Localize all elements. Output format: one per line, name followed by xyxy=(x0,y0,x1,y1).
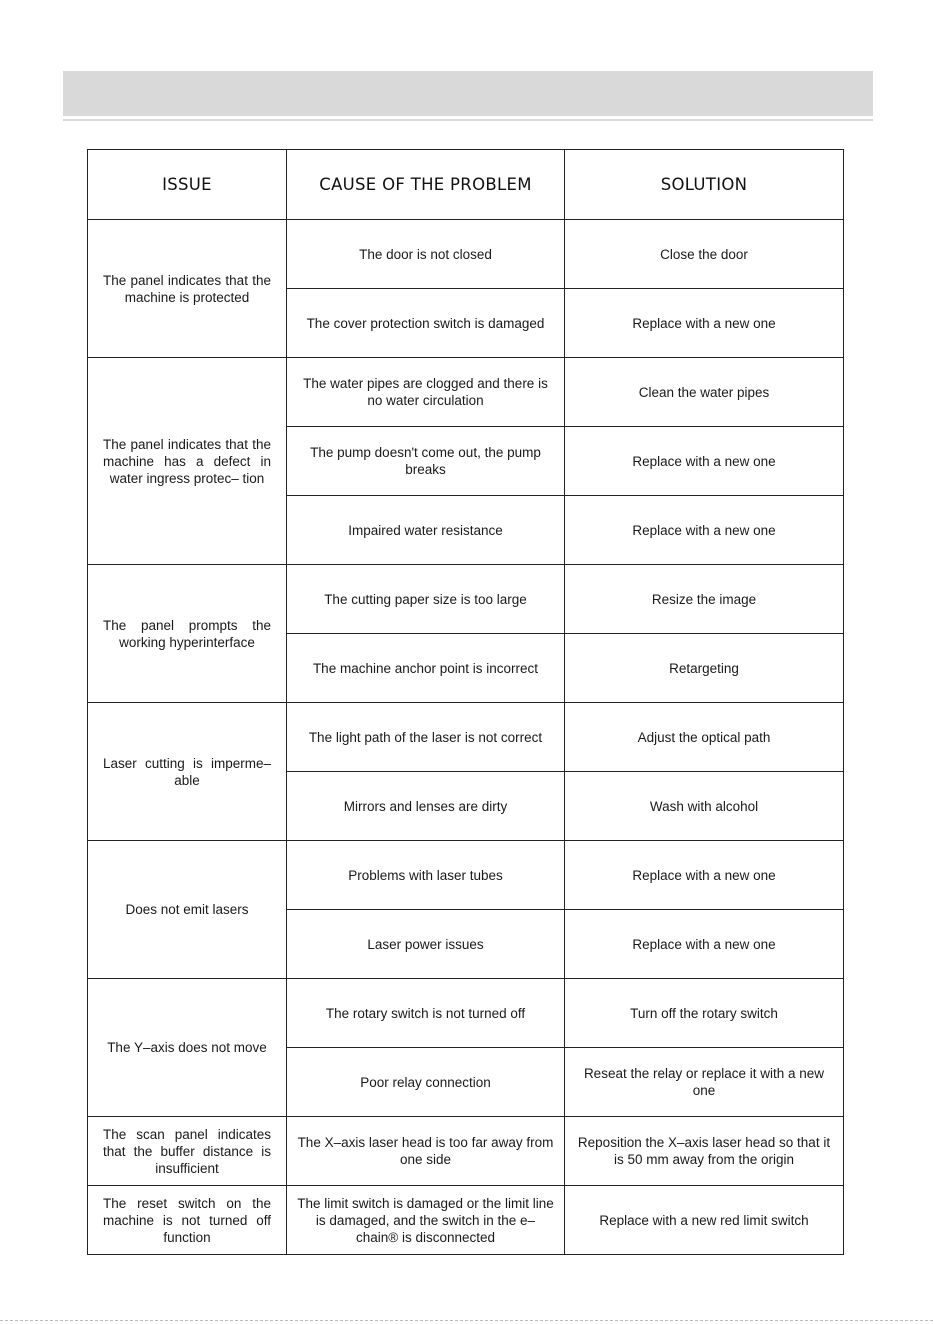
header-divider xyxy=(63,119,873,121)
issue-cell: Does not emit lasers xyxy=(88,841,287,979)
issue-cell: The panel indicates that the machine is protected xyxy=(88,220,287,358)
issue-cell: The Y–axis does not move xyxy=(88,979,287,1117)
solution-cell: Wash with alcohol xyxy=(565,772,844,841)
cause-cell: The machine anchor point is incorrect xyxy=(287,634,565,703)
table-row xyxy=(88,358,844,427)
solution-cell: Replace with a new red limit switch xyxy=(565,1186,844,1255)
cause-cell: The X–axis laser head is too far away from one side xyxy=(287,1117,565,1186)
cause-cell: The pump doesn't come out, the pump breaks xyxy=(287,427,565,496)
header-issue: ISSUE xyxy=(88,150,287,220)
solution-cell: Replace with a new one xyxy=(565,496,844,565)
issue-cell: The scan panel indicates that the buffer distance is insufficient xyxy=(88,1117,287,1186)
table-row xyxy=(88,841,844,910)
issue-cell: The panel indicates that the machine has a defect in water ingress protec– tion xyxy=(88,358,287,565)
cause-cell: Problems with laser tubes xyxy=(287,841,565,910)
cause-cell: Laser power issues xyxy=(287,910,565,979)
solution-cell: Close the door xyxy=(565,220,844,289)
solution-cell: Replace with a new one xyxy=(565,910,844,979)
solution-cell: Replace with a new one xyxy=(565,289,844,358)
cause-cell: The light path of the laser is not correct xyxy=(287,703,565,772)
header-solution: SOLUTION xyxy=(565,150,844,220)
issue-cell: The panel prompts the working hyperinterface xyxy=(88,565,287,703)
cause-cell: The door is not closed xyxy=(287,220,565,289)
solution-cell: Reposition the X–axis laser head so that it is 50 mm away from the origin xyxy=(565,1117,844,1186)
issue-cell: Laser cutting is imperme– able xyxy=(88,703,287,841)
table-row xyxy=(88,565,844,634)
cause-cell: Impaired water resistance xyxy=(287,496,565,565)
solution-cell: Clean the water pipes xyxy=(565,358,844,427)
table-row xyxy=(88,1186,844,1255)
solution-cell: Reseat the relay or replace it with a new one xyxy=(565,1048,844,1117)
troubleshooting-table xyxy=(87,149,844,1255)
solution-cell: Replace with a new one xyxy=(565,427,844,496)
cause-cell: The limit switch is damaged or the limit line is damaged, and the switch in the e–chain® is disconnected xyxy=(287,1186,565,1255)
table-row xyxy=(88,220,844,289)
solution-cell: Turn off the rotary switch xyxy=(565,979,844,1048)
issue-cell: The reset switch on the machine is not turned off function xyxy=(88,1186,287,1255)
page-bottom-divider xyxy=(0,1320,933,1321)
cause-cell: The rotary switch is not turned off xyxy=(287,979,565,1048)
cause-cell: The water pipes are clogged and there is no water circulation xyxy=(287,358,565,427)
table-row xyxy=(88,1117,844,1186)
solution-cell: Resize the image xyxy=(565,565,844,634)
table-row xyxy=(88,703,844,772)
table-row xyxy=(88,979,844,1048)
solution-cell: Replace with a new one xyxy=(565,841,844,910)
solution-cell: Retargeting xyxy=(565,634,844,703)
cause-cell: The cover protection switch is damaged xyxy=(287,289,565,358)
section-header-bar xyxy=(63,71,873,116)
header-cause: CAUSE OF THE PROBLEM xyxy=(287,150,565,220)
cause-cell: The cutting paper size is too large xyxy=(287,565,565,634)
cause-cell: Poor relay connection xyxy=(287,1048,565,1117)
solution-cell: Adjust the optical path xyxy=(565,703,844,772)
cause-cell: Mirrors and lenses are dirty xyxy=(287,772,565,841)
table-header-row xyxy=(88,150,844,220)
